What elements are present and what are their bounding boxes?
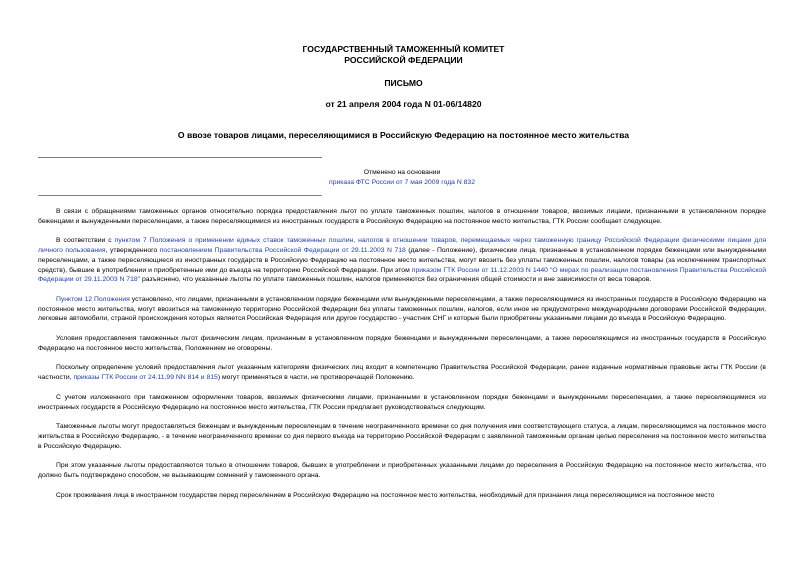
- paragraph-9: Срок проживания лица в иностранном государстве перед переселением в Российскую Федерацию на постоянное место жительства, необходимый для признания лица переселяющимся на постоянное место: [56, 491, 715, 499]
- paragraph-3: [38, 295, 766, 324]
- paragraph-3-text: установлено, что лицами, признанными в установленном порядке беженцами или вынужденными переселенцами, а также переселяющимися из иностранных государств в Российскую Федерацию на постоянное место жительства, могут ввозиться на таможенную территорию Российской Федерации без уплаты таможенных пошлин, налогов, если иное не предусмотрено международными договорами Российской Федерации, легковые автомобили, страной происхождения которых является Российская Федерация или другое государство - участник СНГ и которые были приобретены указанными лицами до въезда в Российскую Федерацию.: [38, 295, 766, 323]
- government-decree-link[interactable]: постановлением Правительства Российской Федерации от 29.11.2003 N 718: [159, 247, 406, 255]
- paragraph-8: При этом указанные льготы предоставляются только в отношении товаров, бывших в употреблении и приобретенных указанными лицами до переселения в Российскую Федерацию на постоянное место жительства, что должно быть подтверждено способом, не вызывающим сомнений у таможенного органа.: [38, 462, 766, 480]
- paragraph-2-text-a: В соответствии с: [56, 237, 115, 245]
- regulation-point-12-link[interactable]: Пунктом 12 Положения: [56, 295, 130, 303]
- paragraph-5: [38, 363, 766, 382]
- divider-top: [38, 157, 322, 158]
- issuer-line-1: ГОСУДАРСТВЕННЫЙ ТАМОЖЕННЫЙ КОМИТЕТ: [302, 44, 505, 54]
- divider-bottom: [38, 195, 322, 196]
- paragraph-1: В связи с обращениями таможенных органов относительно порядка предоставления льгот по уплате таможенных пошлин, налогов в отношении товаров, ввозимых лицами, признанными в установленном порядке беженцами и вынужденными переселенцами, а также переселяющимися из иностранных государств в Российскую Федерацию на постоянное место жительства, ГТК России сообщает следующее.: [38, 208, 766, 225]
- document-body: [38, 207, 766, 510]
- paragraph-5-text-b: ) могут применяться в части, не противоречащей Положению.: [217, 374, 415, 382]
- regulation-point-7-link[interactable]: пунктом 7 Положения о применении единых ставок таможенных пошлин, налогов в отношении товаров, перемещаемых через таможенную границу Российской Федерации физическими лицами для личного пользования: [38, 237, 766, 255]
- paragraph-2-text-b: , утвержденного: [105, 247, 160, 255]
- repeal-note-text: Отменено на основании: [363, 169, 441, 176]
- gtk-orders-814-815-link[interactable]: приказы ГТК России от 24.11.99 NN 814 и 815: [73, 374, 218, 382]
- paragraph-4: Условия предоставления таможенных льгот физическим лицам, признанным в установленном порядке беженцами и вынужденными переселенцами, а также переселяющимся из иностранных государств в Российскую Федерацию на постоянное место жительства, Положением не оговорены.: [38, 335, 766, 352]
- repeal-note: [38, 168, 766, 188]
- paragraph-2-text-c: (далее - Положение), физические лица, признанные в установленном порядке беженцами или вынужденными переселенцами, а также переселяющиеся из иностранных государств в Российскую Федерацию на постоянное место жительства, могут ввозить без уплаты таможенных пошлин, налогов товары (за исключением транспортных средств), бывшие в употреблении и приобретенные ими до въезда на территорию Российской Федерации. При этом: [38, 247, 766, 274]
- paragraph-5-text-a: Поскольку определение условий предоставления льгот указанным категориям физических лиц входит в компетенцию Правительства Российской Федерации, ранее изданные нормативные правовые акты ГТК России (в частности,: [38, 364, 766, 382]
- paragraph-2-text-d: разъяснено, что указанные льготы по уплате таможенных пошлин, налогов применяются без ограничения общей стоимости и вне зависимости от веса товаров.: [140, 276, 652, 284]
- document-subject: О ввозе товаров лицами, переселяющимися в Российскую Федерацию на постоянное место жительства: [177, 130, 630, 140]
- repeal-order-link[interactable]: приказа ФТС России от 7 мая 2009 года N 832: [329, 179, 475, 186]
- gtk-order-1440-link[interactable]: приказом ГТК России от 11.12.2003 N 1440 "О мерах по реализации постановления Правительства Российской Федерации от 29.11.2003 N 718": [38, 266, 767, 284]
- issuer-line-2: РОССИЙСКОЙ ФЕДЕРАЦИИ: [344, 55, 463, 65]
- issuer-block: [0, 44, 807, 66]
- document-date: от 21 апреля 2004 года N 01-06/14820: [325, 99, 482, 109]
- paragraph-7: Таможенные льготы могут предоставляться беженцам и вынужденным переселенцам в течение неограниченного времени со дня получения ими соответствующего статуса, а лицам, переселяющимся на постоянное место жительства в Российскую Федерацию, - в течение неограниченного времени со дня первого въезда на территорию Российской Федерации с заявленной таможенным органам целью переселения на постоянное место жительства в Российскую Федерацию.: [38, 423, 766, 450]
- paragraph-6: С учетом изложенного при таможенном оформлении товаров, ввозимых физическими лицами, признанными в установленном порядке беженцами и вынужденными переселенцами, а также переселяющимися из иностранных государств в Российскую Федерацию на постоянное место жительства, ГТК России предлагает руководствоваться следующим.: [38, 393, 766, 411]
- document-type: ПИСЬМО: [384, 78, 423, 88]
- paragraph-2: [38, 236, 766, 285]
